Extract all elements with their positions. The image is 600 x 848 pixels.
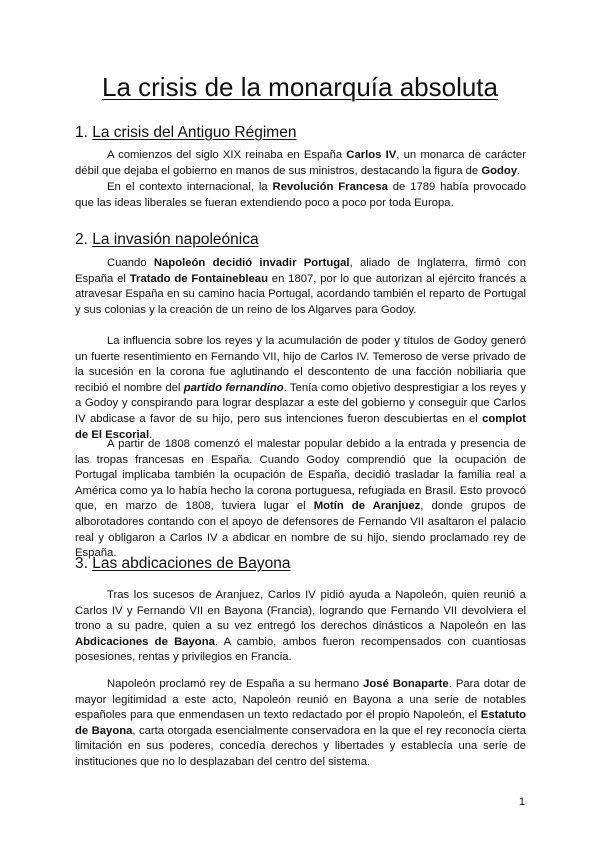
section-number: 3. xyxy=(75,555,88,572)
page-number: 1 xyxy=(518,796,525,808)
section-number: 1. xyxy=(75,124,88,141)
paragraph: A partir de 1808 comenzó el malestar popular debido a la entrada y presencia de las tropas francesas en España. Cuando Godoy comprendió que la ocupación de Portugal implicaba también la ocupación de España, decidió trasladar la familia real a América como ya lo había hecho la corona portuguesa, refugiada en Brasil. Esto provocó que, en marzo de 1808, tuviera lugar el Motín de Aranjuez, donde grupos de alborotadores contando con el apoyo de defensores de Fernando VII asaltaron el palacio real y obligaron a Carlos IV a abdicar en nombre de su hijo, siendo proclamado rey de España. xyxy=(75,438,526,560)
page-title: La crisis de la monarquía absoluta xyxy=(101,72,498,102)
paragraph: A comienzos del siglo XIX reinaba en España Carlos IV, un monarca de carácter débil que dejaba el gobierno en manos de sus ministros, destacando la figura de Godoy. xyxy=(75,149,526,177)
paragraph: Tras los sucesos de Aranjuez, Carlos IV pidió ayuda a Napoleón, quien reunió a Carlos IV y Fernando VII en Bayona (Francia), logrando que Fernando VII devolviera el trono a su padre, quien a su vez entregó los derechos dinásticos a Napoleón en las Abdicaciones de Bayona. A cambio, ambos fueron recompensados con cuantiosas posesiones, rentas y privilegios en Francia. xyxy=(75,589,526,664)
section-title: La crisis del Antiguo Régimen xyxy=(92,124,297,141)
paragraph: En el contexto internacional, la Revolución Francesa de 1789 había provocado que las ideas liberales se fueran extendiendo poco a poco por toda Europa. xyxy=(75,181,527,209)
section-number: 2. xyxy=(75,231,88,248)
section-heading-2 xyxy=(75,231,259,249)
section-title: La invasión napoleónica xyxy=(92,231,259,248)
section-heading-1 xyxy=(75,124,296,142)
paragraph: Napoleón proclamó rey de España a su hermano José Bonaparte. Para dotar de mayor legitimidad a este acto, Napoleón reunió en Bayona a una serie de notables españoles para que enmendasen un texto redactado por el propio Napoleón, el Estatuto de Bayona, carta otorgada esencialmente conservadora en la que el rey reconocía cierta limitación en sus poderes, concedía derechos y libertades y establecía una serie de instituciones que no lo desplazaban del centro del sistema. xyxy=(75,678,526,768)
section-heading-3 xyxy=(75,555,290,573)
section-title: Las abdicaciones de Bayona xyxy=(92,555,291,572)
paragraph: La influencia sobre los reyes y la acumulación de poder y títulos de Godoy generó un fuerte resentimiento en Fernando VII, hijo de Carlos IV. Temeroso de verse privado de la sucesión en la corona fue aglutinando el descontento de una facción nobiliaria que recibió el nombre del partido fernandino. Tenía como objetivo desprestigiar a los reyes y a Godoy y conspirando para lograr desplazar a este del gobierno y conseguir que Carlos IV abdicase a favor de su hijo, pero sus intenciones fueron descubiertas en el complot de El Escorial. xyxy=(75,335,526,441)
paragraph: Cuando Napoleón decidió invadir Portugal, aliado de Inglaterra, firmó con España el Tratado de Fontainebleau en 1807, por lo que autorizan al ejército francés a atravesar España en su camino hacia Portugal, acordando también el reparto de Portugal y sus colonias y la creación de un reino de los Algarves para Godoy. xyxy=(75,257,527,316)
